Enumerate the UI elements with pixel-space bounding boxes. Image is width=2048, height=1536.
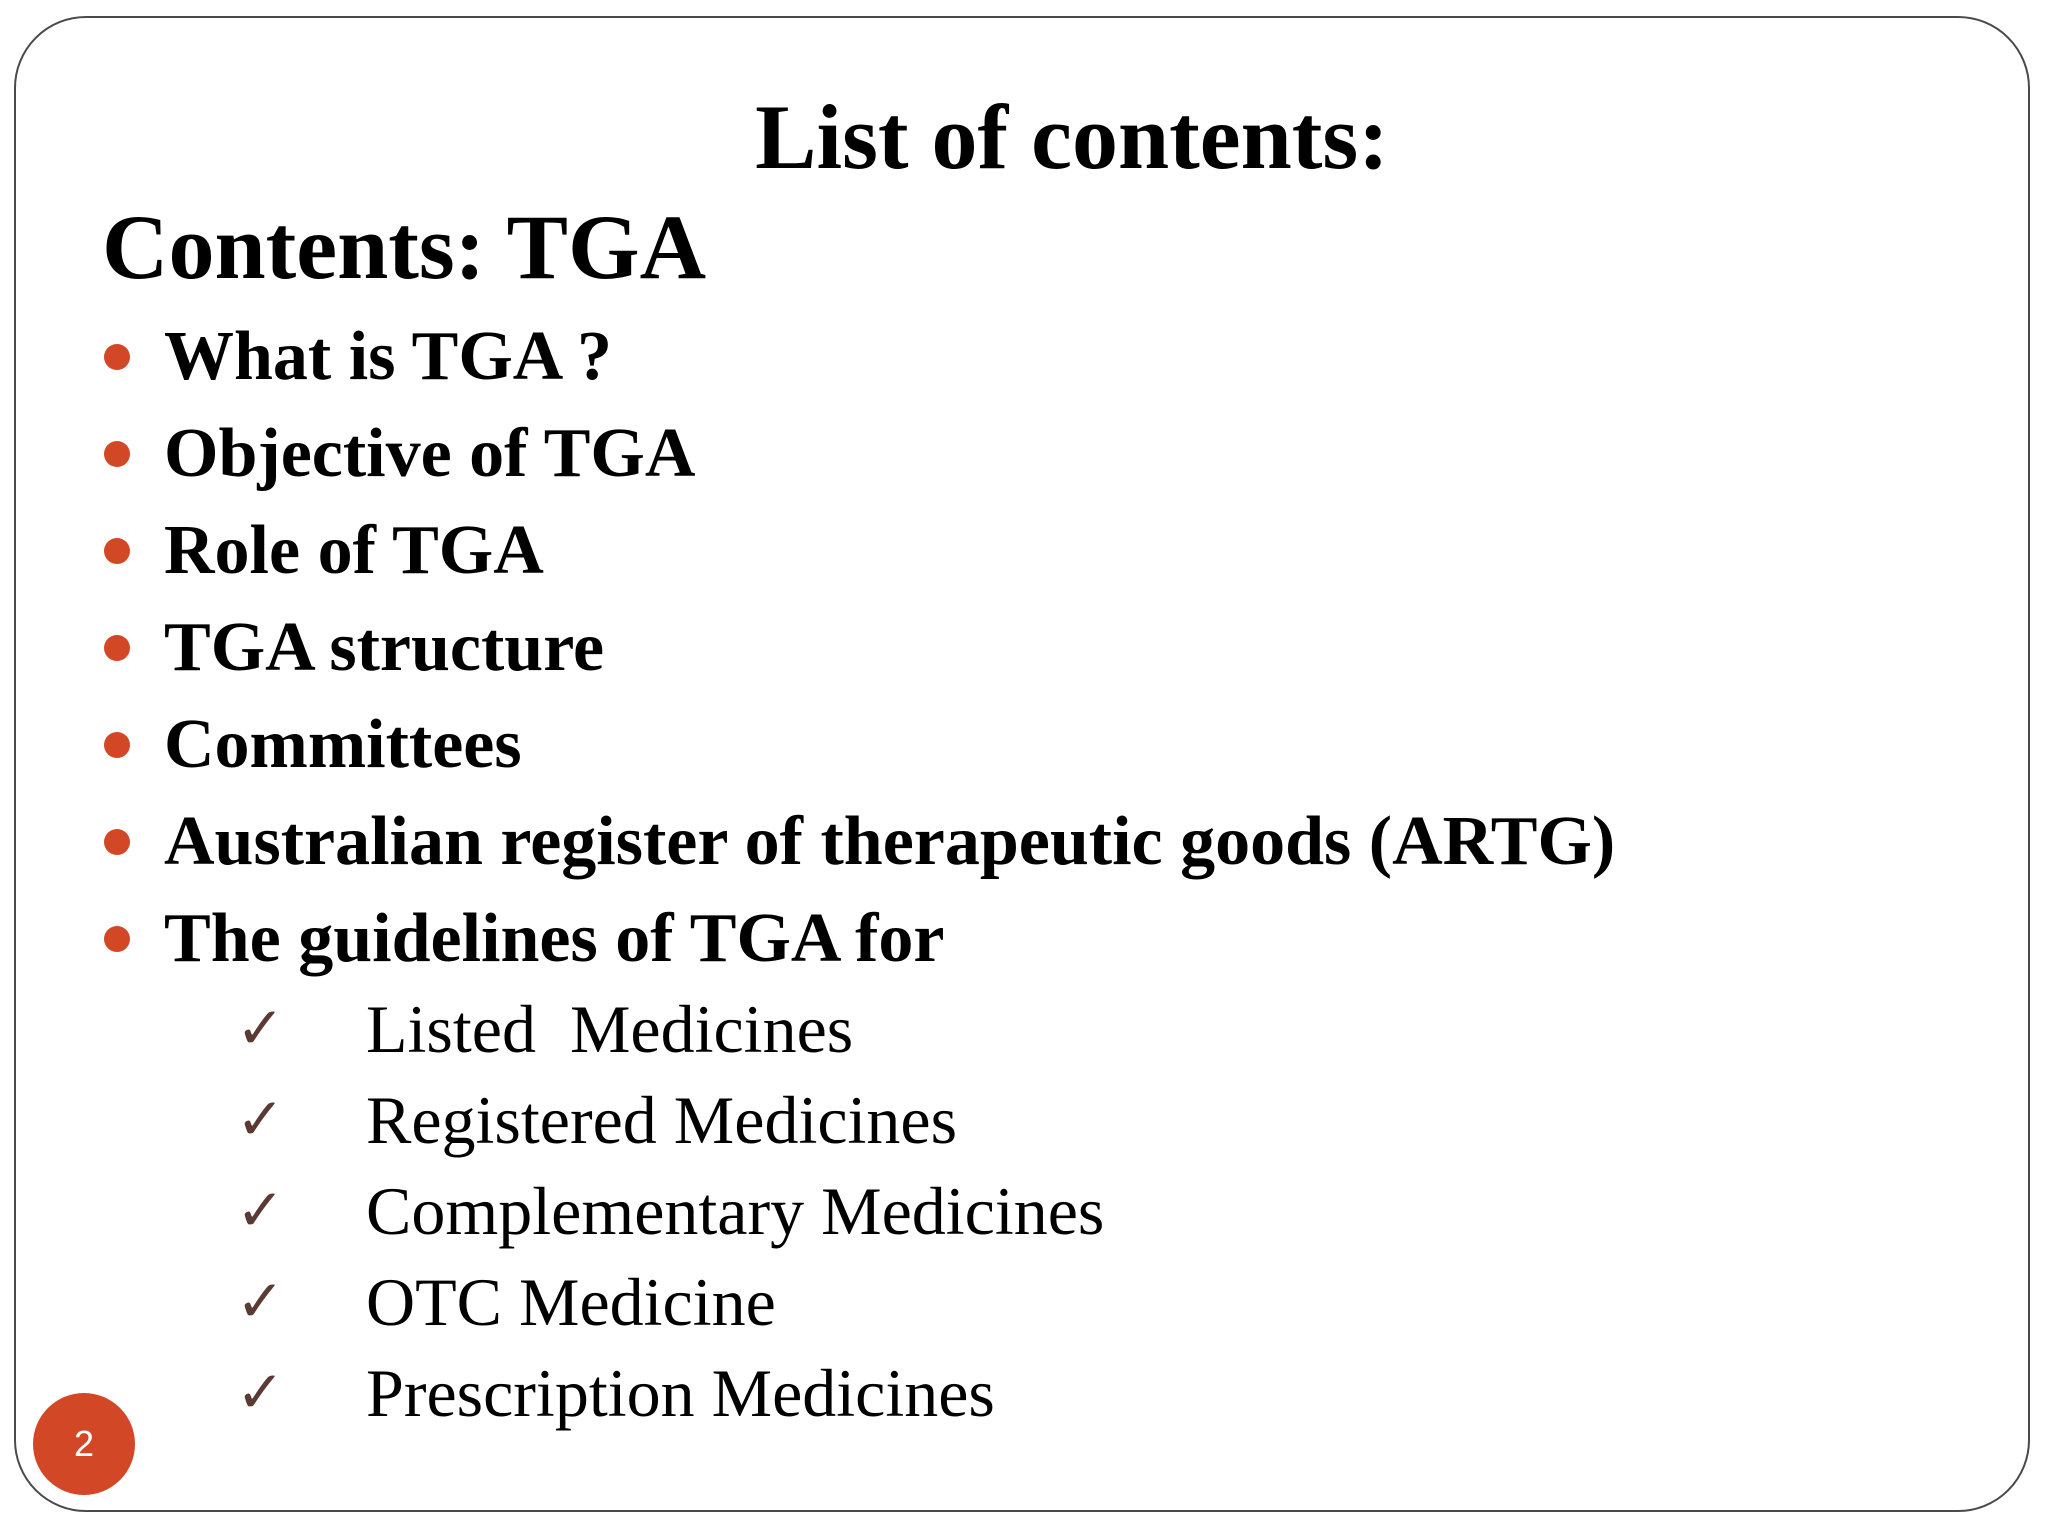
bullet-dot-icon xyxy=(104,732,130,758)
check-list-item xyxy=(236,1348,995,1438)
bullet-text: The guidelines of TGA for xyxy=(164,900,945,977)
check-list-item xyxy=(236,1257,776,1347)
bullet-dot-icon xyxy=(104,344,130,370)
list-item xyxy=(104,697,522,793)
bullet-text: Objective of TGA xyxy=(164,415,696,492)
bullet-text: Role of TGA xyxy=(164,512,544,589)
bullet-dot-icon xyxy=(104,926,130,952)
check-list-item xyxy=(236,1166,1104,1256)
list-item xyxy=(104,600,604,696)
check-mark-icon: ✓ xyxy=(236,1178,285,1243)
check-mark-icon: ✓ xyxy=(236,1269,285,1334)
check-item-text: Registered Medicines xyxy=(366,1082,958,1158)
slide-title: List of contents: xyxy=(755,86,1389,188)
check-list-item xyxy=(236,1075,957,1165)
bullet-dot-icon xyxy=(104,829,130,855)
list-item xyxy=(104,406,695,502)
bullet-text: Committees xyxy=(164,706,522,783)
bullet-dot-icon xyxy=(104,538,130,564)
page-number-badge: 2 xyxy=(33,1393,135,1495)
bullet-dot-icon xyxy=(104,635,130,661)
check-mark-icon: ✓ xyxy=(236,1087,285,1152)
check-item-text: OTC Medicine xyxy=(366,1264,776,1340)
bullet-text: What is TGA ? xyxy=(164,318,612,395)
bullet-text: Australian register of therapeutic goods (ARTG) xyxy=(164,803,1616,880)
list-item xyxy=(104,794,1615,890)
check-item-text: Listed Medicines xyxy=(366,991,854,1067)
check-item-text: Prescription Medicines xyxy=(366,1355,995,1431)
list-item xyxy=(104,503,544,599)
list-item xyxy=(104,309,612,405)
slide-subtitle: Contents: TGA xyxy=(102,196,707,298)
bullet-text: TGA structure xyxy=(164,609,605,686)
check-mark-icon: ✓ xyxy=(236,1360,285,1425)
check-item-text: Complementary Medicines xyxy=(366,1173,1105,1249)
list-item xyxy=(104,891,944,987)
check-list-item xyxy=(236,984,853,1074)
check-mark-icon: ✓ xyxy=(236,996,285,1061)
bullet-dot-icon xyxy=(104,441,130,467)
